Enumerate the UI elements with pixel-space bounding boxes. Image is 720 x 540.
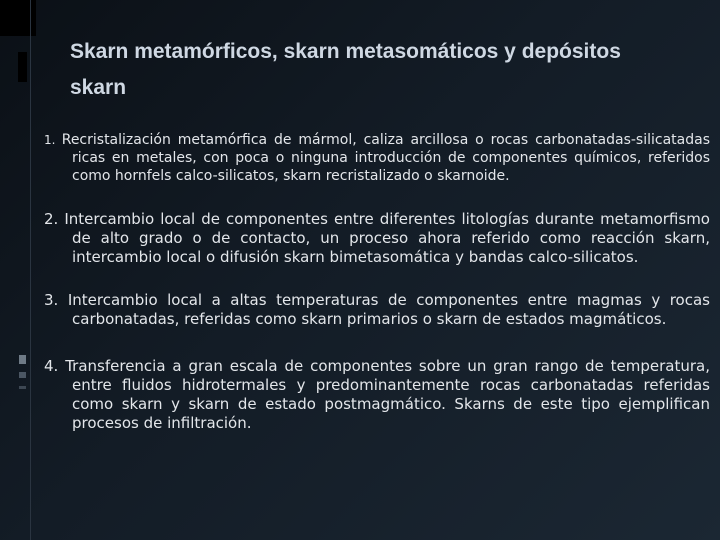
numbered-list	[44, 131, 710, 433]
list-item-text: Intercambio local de componentes entre diferentes litologías durante metamorfismo de alto grado o de contacto, un proceso ahora referido como reacción skarn, intercambio local o difusión skarn bimetasomática y bandas calco-silicatos.	[64, 210, 710, 266]
list-item	[44, 357, 710, 433]
accent-square-1	[19, 355, 26, 364]
vertical-rule-divider	[30, 0, 31, 540]
list-item	[44, 131, 710, 185]
accent-square-2	[19, 372, 26, 378]
slide-title: Skarn metamórficos, skarn metasomáticos y depósitos skarn	[70, 40, 621, 99]
title-accent-block	[18, 52, 27, 82]
list-item	[44, 210, 710, 267]
list-item	[44, 291, 710, 329]
list-item-text: Recristalización metamórfica de mármol, caliza arcillosa o rocas carbonatadas-silicatadas ricas en metales, con poca o ninguna introducción de componentes químicos, referidos como hornfels calco-silicatos, skarn recristalizado o skarnoide.	[61, 132, 711, 184]
list-item-number: 1.	[44, 133, 62, 147]
accent-square-3	[19, 386, 26, 389]
list-item-number: 2.	[44, 210, 65, 228]
list-item-text: Transferencia a gran escala de componentes sobre un gran rango de temperatura, entre fluidos hidrotermales y predominantemente rocas carbonatadas referidas como skarn y skarn de estado postmagmático. Skarns de este tipo ejemplifican procesos de infiltración.	[65, 357, 710, 432]
list-item-number: 3.	[44, 291, 68, 309]
list-item-number: 4.	[44, 357, 66, 375]
list-item-text: Intercambio local a altas temperaturas de componentes entre magmas y rocas carbonatadas, referidas como skarn primarios o skarn de estados magmáticos.	[67, 291, 710, 328]
